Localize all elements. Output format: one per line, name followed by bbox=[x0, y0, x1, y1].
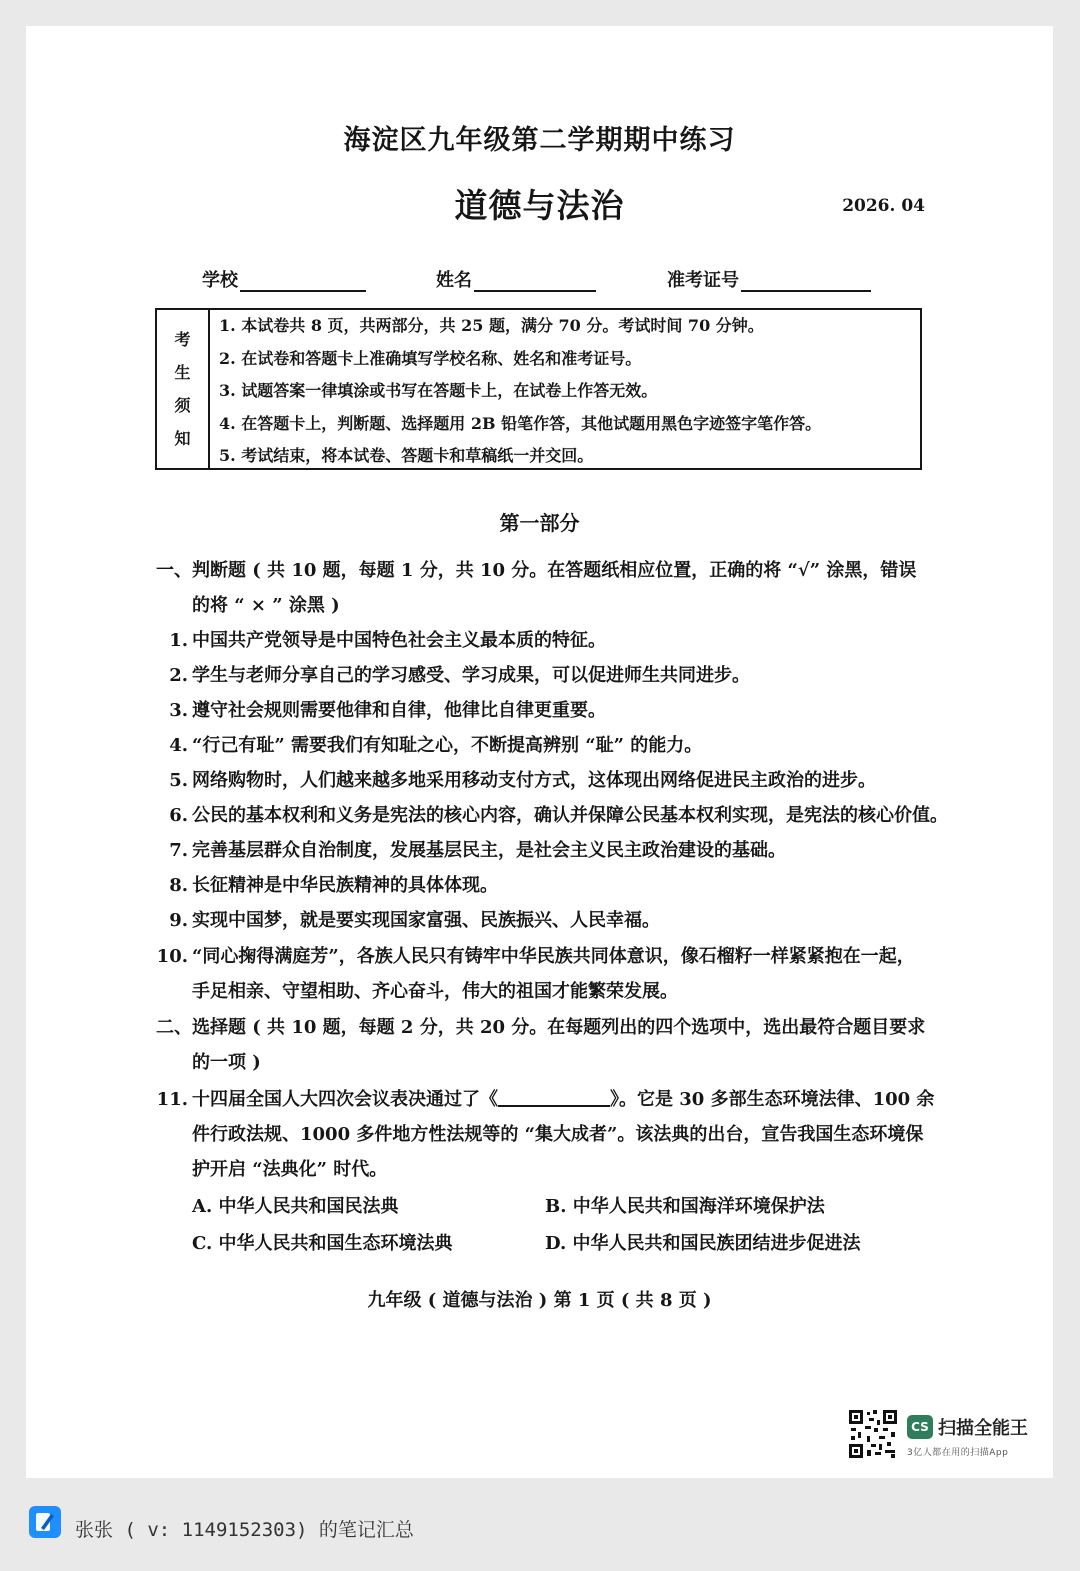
exam-page bbox=[26, 26, 1053, 1478]
judge-instruction: 一、判断题 ( 共 10 题，每题 1 分，共 10 分。在答题纸相应位置，正确的将 “√” 涂黑，错误 bbox=[156, 560, 917, 581]
question-text: 长征精神是中华民族精神的具体体现。 bbox=[192, 875, 498, 896]
question-text: 遵守社会规则需要他律和自律，他律比自律更重要。 bbox=[192, 700, 606, 721]
school-field bbox=[202, 266, 366, 292]
notice-item: 4. 在答题卡上，判断题、选择题用 2B 铅笔作答，其他试题用黑色字迹签字笔作答。 bbox=[219, 413, 822, 433]
notice-item: 3. 试题答案一律填涂或书写在答题卡上，在试卷上作答无效。 bbox=[219, 381, 658, 401]
name-field bbox=[436, 266, 596, 292]
question-text-cont: 》。它是 30 多部生态环境法律、100 余 bbox=[610, 1089, 935, 1110]
question-9 bbox=[152, 906, 660, 932]
question-8 bbox=[152, 871, 498, 897]
notice-item: 1. 本试卷共 8 页，共两部分，共 25 题，满分 70 分。考试时间 70 分钟。 bbox=[219, 316, 764, 335]
question-3 bbox=[152, 696, 606, 722]
option-c: C. 中华人民共和国生态环境法典 bbox=[192, 1233, 453, 1254]
question-10-cont: 手足相亲、守望相助、齐心奋斗，伟大的祖国才能繁荣发展。 bbox=[192, 981, 678, 1002]
choice-instruction-cont: 的一项 ) bbox=[192, 1052, 261, 1073]
exam-title: 海淀区九年级第二学期期中练习 bbox=[343, 125, 736, 156]
answer-blank bbox=[498, 1087, 610, 1107]
question-number: 8. bbox=[169, 875, 188, 896]
question-number: 10. bbox=[156, 946, 188, 967]
option-b: B. 中华人民共和国海洋环境保护法 bbox=[545, 1196, 825, 1217]
judge-instruction-cont: 的将 “ × ” 涂黑 ) bbox=[192, 595, 340, 616]
question-11-line2: 件行政法规、1000 多件地方性法规等的 “集大成者”。该法典的出台，宣告我国生态环境保 bbox=[192, 1124, 924, 1145]
question-number: 11. bbox=[156, 1089, 188, 1110]
option-a: A. 中华人民共和国民法典 bbox=[192, 1196, 399, 1217]
question-text: 十四届全国人大四次会议表决通过了《 bbox=[192, 1089, 498, 1110]
notice-heading-char: 考 bbox=[174, 330, 191, 349]
question-number: 9. bbox=[169, 910, 188, 931]
camscanner-name: 扫描全能王 bbox=[938, 1418, 1028, 1439]
name-blank bbox=[474, 270, 596, 292]
question-6 bbox=[152, 801, 948, 827]
notes-app-icon bbox=[29, 1506, 61, 1538]
question-number: 4. bbox=[169, 735, 188, 756]
option-d: D. 中华人民共和国民族团结进步促进法 bbox=[545, 1233, 861, 1254]
notice-heading bbox=[157, 310, 210, 468]
question-2 bbox=[152, 661, 750, 687]
question-number: 6. bbox=[169, 805, 188, 826]
notice-box bbox=[155, 308, 922, 470]
school-label: 学校 bbox=[202, 270, 238, 291]
exam-date: 2026. 04 bbox=[842, 196, 925, 216]
school-blank bbox=[240, 270, 366, 292]
question-number: 1. bbox=[169, 630, 188, 651]
exam-id-field bbox=[667, 266, 871, 292]
question-11-line3: 护开启 “法典化” 时代。 bbox=[192, 1159, 388, 1180]
exam-id-blank bbox=[741, 270, 871, 292]
question-7 bbox=[152, 836, 786, 862]
question-text: 中国共产党领导是中国特色社会主义最本质的特征。 bbox=[192, 630, 606, 651]
question-5 bbox=[152, 766, 876, 792]
notes-caption: 张张 ( v: 1149152303) 的笔记汇总 bbox=[75, 1519, 414, 1541]
notice-heading-char: 生 bbox=[174, 363, 191, 382]
notice-list bbox=[219, 310, 821, 473]
question-number: 3. bbox=[169, 700, 188, 721]
question-text: 学生与老师分享自己的学习感受、学习成果，可以促进师生共同进步。 bbox=[192, 665, 750, 686]
camscanner-logo-icon: CS bbox=[907, 1415, 933, 1439]
question-text: 实现中国梦，就是要实现国家富强、民族振兴、人民幸福。 bbox=[192, 910, 660, 931]
notice-item: 5. 考试结束，将本试卷、答题卡和草稿纸一并交回。 bbox=[219, 446, 594, 466]
question-1 bbox=[152, 626, 606, 652]
exam-subject: 道德与法治 bbox=[454, 186, 625, 225]
notice-item: 2. 在试卷和答题卡上准确填写学校名称、姓名和准考证号。 bbox=[219, 348, 642, 368]
question-text: 公民的基本权利和义务是宪法的核心内容，确认并保障公民基本权利实现，是宪法的核心价值。 bbox=[192, 805, 948, 826]
page-footer: 九年级 ( 道德与法治 ) 第 1 页 ( 共 8 页 ) bbox=[367, 1290, 712, 1311]
question-number: 5. bbox=[169, 770, 188, 791]
question-text: 完善基层群众自治制度，发展基层民主，是社会主义民主政治建设的基础。 bbox=[192, 840, 786, 861]
part1-heading: 第一部分 bbox=[499, 511, 580, 535]
exam-id-label: 准考证号 bbox=[667, 270, 739, 291]
question-4 bbox=[152, 731, 702, 757]
question-text: “同心掬得满庭芳”，各族人民只有铸牢中华民族共同体意识，像石榴籽一样紧紧抱在一起， bbox=[192, 946, 915, 967]
notice-heading-char: 须 bbox=[174, 396, 191, 415]
choice-instruction: 二、选择题 ( 共 10 题，每题 2 分，共 20 分。在每题列出的四个选项中，选出最符合题目要求 bbox=[156, 1017, 926, 1038]
question-number: 2. bbox=[169, 665, 188, 686]
camscanner-tagline: 3亿人都在用的扫描App bbox=[907, 1448, 1009, 1458]
question-11 bbox=[152, 1085, 934, 1111]
qr-code-icon bbox=[849, 1410, 897, 1458]
question-number: 7. bbox=[169, 840, 188, 861]
notice-heading-char: 知 bbox=[174, 429, 191, 448]
question-text: “行己有耻” 需要我们有知耻之心，不断提高辨别 “耻” 的能力。 bbox=[192, 735, 703, 756]
name-label: 姓名 bbox=[436, 270, 472, 291]
question-text: 网络购物时，人们越来越多地采用移动支付方式，这体现出网络促进民主政治的进步。 bbox=[192, 770, 876, 791]
question-10 bbox=[152, 942, 915, 968]
